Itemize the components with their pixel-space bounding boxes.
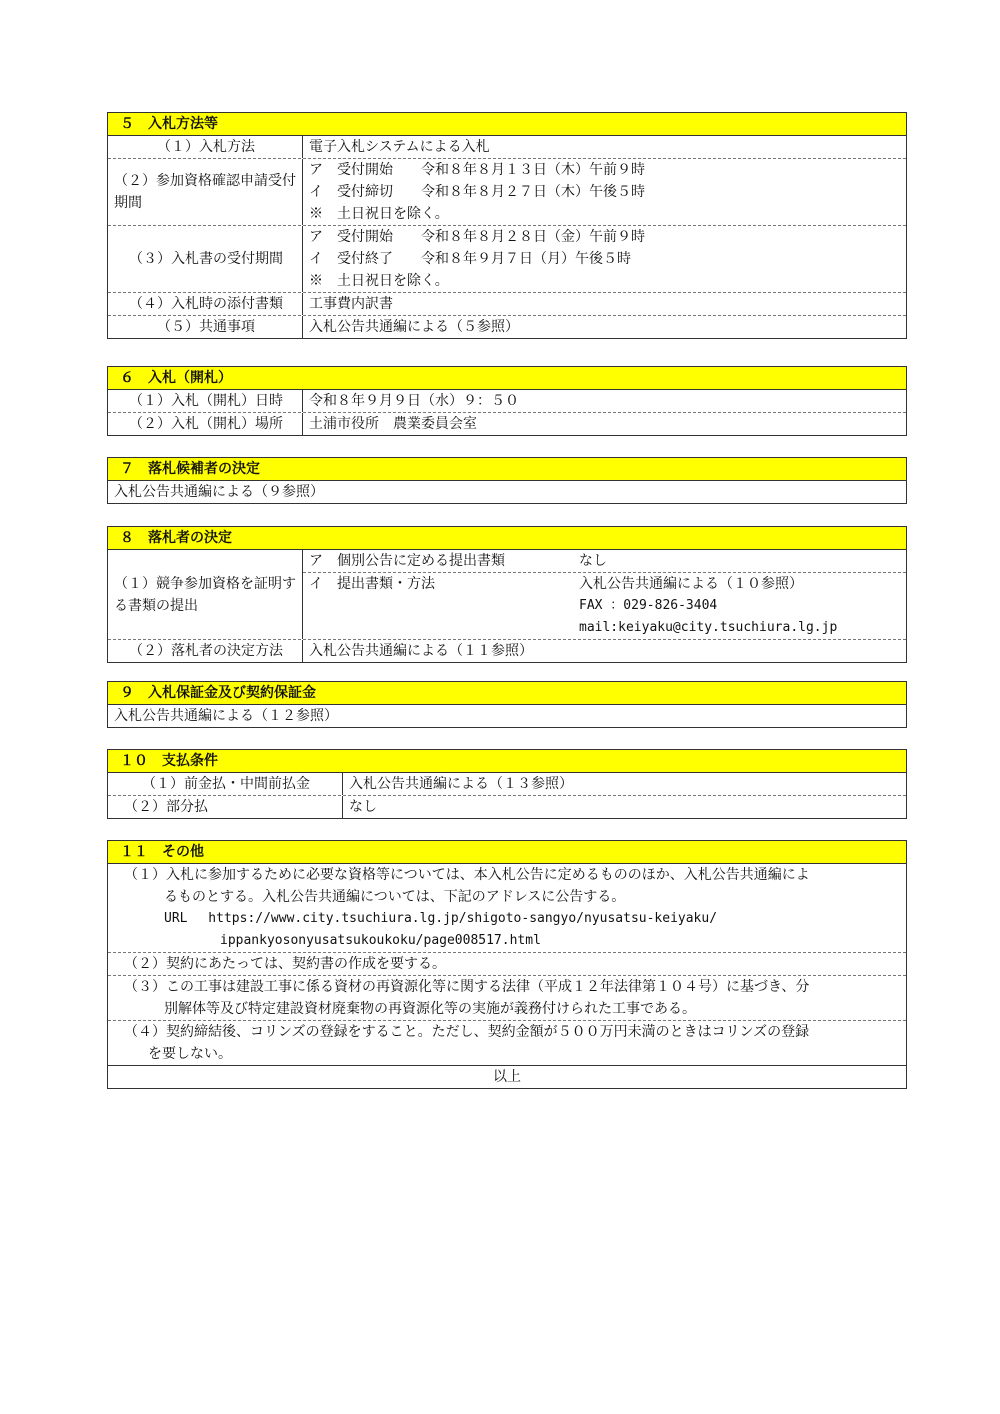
row-label: （１）入札方法	[108, 136, 303, 158]
section-6-title: ６ 入札（開札）	[108, 367, 906, 390]
table-row	[108, 639, 906, 662]
table-row	[108, 315, 906, 338]
section-7	[107, 457, 907, 504]
table-row	[108, 158, 906, 225]
row-line: ※ 土日祝日を除く。	[309, 273, 449, 289]
url-line: URL https://www.city.tsuchiura.lg.jp/shigoto-sangyo/nyusatsu-keiyaku/	[164, 911, 718, 926]
row-line: ※ 土日祝日を除く。	[309, 206, 449, 222]
item-line: （３）この工事は建設工事に係る資材の再資源化等に関する法律（平成１２年法律第１０４号）に基づき、分	[124, 979, 810, 995]
section-8	[107, 526, 907, 663]
table-row	[108, 136, 906, 158]
section-11	[107, 840, 907, 1089]
row-label: （２）入札（開札）場所	[108, 413, 303, 435]
item-line: （４）契約締結後、コリンズの登録をすること。ただし、契約金額が５００万円未満のときはコリンズの登録	[124, 1024, 810, 1040]
section-5	[107, 112, 907, 339]
section-10	[107, 749, 907, 819]
section-9	[107, 681, 907, 728]
item-line: （２）契約にあたっては、契約書の作成を要する。	[124, 956, 446, 972]
row-line: ア 受付開始 令和８年８月１３日（木）午前９時	[309, 162, 645, 178]
row-label: （３）入札書の受付期間	[108, 226, 303, 292]
row-value: 工事費内訳書	[309, 296, 393, 312]
list-item	[108, 1020, 906, 1065]
table-row	[108, 795, 906, 818]
row-label: （２）参加資格確認申請受付期間	[108, 159, 303, 225]
fax-number: FAX ：029-826-3404	[579, 598, 718, 613]
section-8-title: ８ 落札者の決定	[108, 527, 906, 550]
table-row	[108, 292, 906, 315]
item-line: を要しない。	[148, 1046, 232, 1062]
row-line: ア 受付開始 令和８年８月２８日（金）午前９時	[309, 229, 645, 245]
sub-item-label: イ 提出書類・方法	[309, 576, 435, 592]
row-label: （５）共通事項	[108, 316, 303, 338]
row-value: 入札公告共通編による（１３参照）	[349, 776, 573, 792]
section-9-title: ９ 入札保証金及び契約保証金	[108, 682, 906, 705]
item-line: （１）入札に参加するために必要な資格等については、本入札公告に定めるもののほか、入札公告共通編によ	[124, 867, 810, 883]
section-11-title: １１ その他	[108, 841, 906, 864]
sub-item-value: 入札公告共通編による（１０参照）	[579, 576, 803, 592]
section-text: 入札公告共通編による（１２参照）	[114, 708, 338, 724]
end-mark: 以上	[108, 1065, 906, 1088]
row-value: 入札公告共通編による（５参照）	[309, 319, 519, 335]
section-5-title: ５ 入札方法等	[108, 113, 906, 136]
item-line: 別解体等及び特定建設資材廃棄物の再資源化等の実施が義務付けられた工事である。	[164, 1001, 696, 1017]
row-value: 電子入札システムによる入札	[309, 139, 490, 155]
row-label: （１）競争参加資格を証明する書類の提出	[108, 550, 303, 639]
section-7-title: ７ 落札候補者の決定	[108, 458, 906, 481]
sub-item-label: ア 個別公告に定める提出書類	[309, 553, 505, 569]
row-label: （１）入札（開札）日時	[108, 390, 303, 412]
table-row	[108, 390, 906, 412]
list-item	[108, 975, 906, 1020]
row-value: 令和８年９月９日（水）９：５０	[309, 393, 519, 409]
row-label: （１）前金払・中間前払金	[108, 773, 343, 795]
row-label: （２）落札者の決定方法	[108, 640, 303, 662]
table-row	[108, 773, 906, 795]
table-row	[108, 412, 906, 435]
row-value: 入札公告共通編による（１１参照）	[309, 643, 533, 659]
row-line: イ 受付終了 令和８年９月７日（月）午後５時	[309, 251, 631, 267]
row-label: （４）入札時の添付書類	[108, 293, 303, 315]
mail-address: mail:keiyaku@city.tsuchiura.lg.jp	[579, 620, 838, 635]
row-value: 土浦市役所 農業委員会室	[309, 416, 477, 432]
url-line: ippankyosonyusatsukoukoku/page008517.html	[220, 933, 541, 948]
list-item	[108, 864, 906, 952]
row-label: （２）部分払	[108, 796, 343, 818]
item-line: るものとする。入札公告共通編については、下記のアドレスに公告する。	[164, 889, 626, 905]
table-row	[108, 550, 906, 639]
section-text: 入札公告共通編による（９参照）	[114, 484, 324, 500]
row-line: イ 受付締切 令和８年８月２７日（木）午後５時	[309, 184, 645, 200]
section-6	[107, 366, 907, 436]
list-item	[108, 952, 906, 975]
sub-item-value: なし	[579, 553, 607, 569]
row-value: なし	[349, 799, 377, 815]
table-row	[108, 225, 906, 292]
section-10-title: １０ 支払条件	[108, 750, 906, 773]
